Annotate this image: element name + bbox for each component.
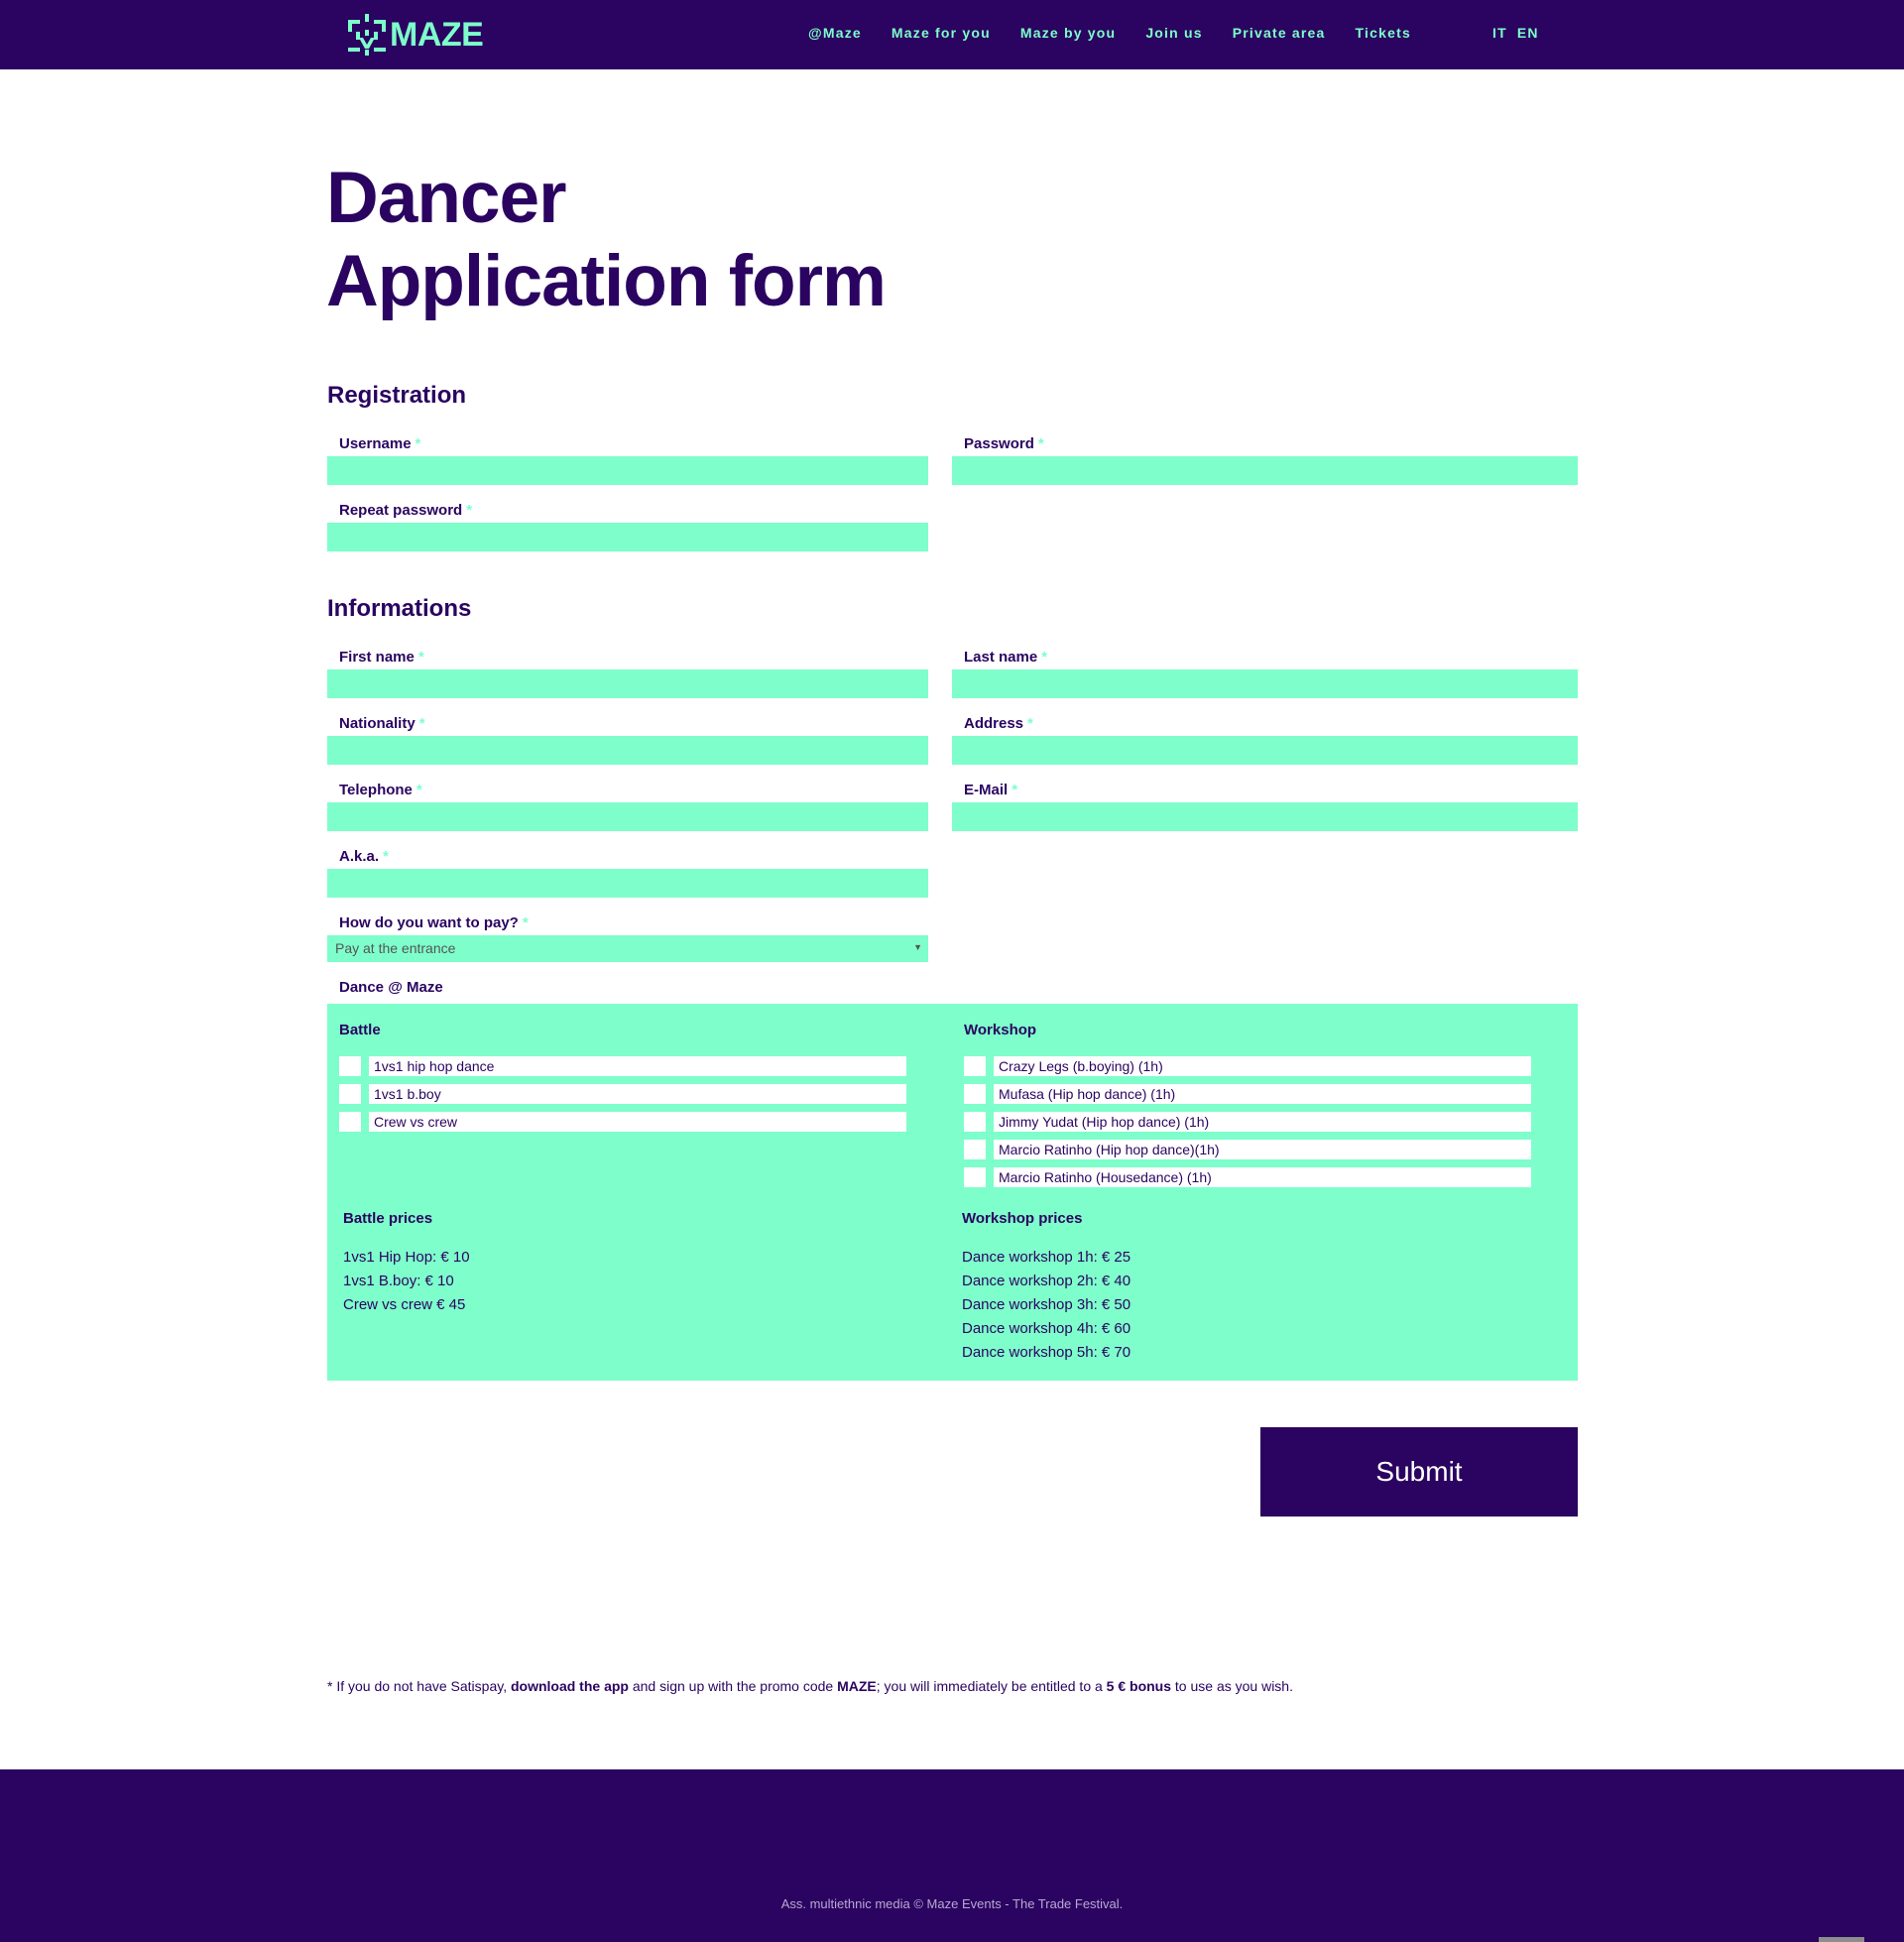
required-mark: * bbox=[522, 914, 529, 931]
required-mark: * bbox=[1027, 715, 1033, 732]
first-name-label bbox=[339, 649, 424, 666]
footer bbox=[0, 1769, 1904, 1942]
workshop-option-label: Mufasa (Hip hop dance) (1h) bbox=[994, 1084, 1531, 1104]
payment-label-text: How do you want to pay? bbox=[339, 914, 519, 931]
repeat-password-label-text: Repeat password bbox=[339, 502, 463, 519]
workshop-option-label: Marcio Ratinho (Hip hop dance)(1h) bbox=[994, 1140, 1531, 1159]
main-nav bbox=[808, 25, 1441, 41]
footnote-text-2: and sign up with the promo code bbox=[628, 1678, 838, 1694]
page-title bbox=[326, 157, 886, 323]
payment-label bbox=[339, 914, 529, 931]
lang-en-link[interactable]: EN bbox=[1516, 25, 1539, 41]
footnote-text-3: ; you will immediately be entitled to a bbox=[876, 1678, 1107, 1694]
required-mark: * bbox=[1041, 649, 1048, 666]
last-name-field[interactable] bbox=[952, 669, 1578, 698]
nav-item-maze-for-you[interactable]: Maze for you bbox=[891, 25, 991, 41]
language-switcher bbox=[1492, 25, 1549, 41]
last-name-label bbox=[964, 649, 1047, 666]
required-mark: * bbox=[416, 782, 422, 798]
promo-code: MAZE bbox=[837, 1678, 877, 1694]
workshop-heading: Workshop bbox=[964, 1022, 1037, 1038]
address-label-text: Address bbox=[964, 715, 1024, 732]
telephone-label-text: Telephone bbox=[339, 782, 413, 798]
footer-copyright: Ass. multiethnic media © Maze Events - The Trade Festival. bbox=[780, 1896, 1124, 1911]
dance-at-maze-label: Dance @ Maze bbox=[339, 979, 443, 996]
repeat-password-label bbox=[339, 502, 472, 519]
workshop-price-line: Dance workshop 2h: € 40 bbox=[962, 1273, 1131, 1289]
maze-logo-icon bbox=[346, 14, 388, 56]
battle-option-label: 1vs1 b.boy bbox=[369, 1084, 906, 1104]
required-mark: * bbox=[466, 502, 473, 519]
battle-heading: Battle bbox=[339, 1022, 381, 1038]
workshop-option-label: Marcio Ratinho (Housedance) (1h) bbox=[994, 1167, 1531, 1187]
battle-prices-heading: Battle prices bbox=[343, 1210, 433, 1227]
lang-it-link[interactable]: IT bbox=[1492, 25, 1507, 41]
aka-label-text: A.k.a. bbox=[339, 848, 380, 865]
password-field[interactable] bbox=[952, 456, 1578, 485]
battle-checkbox[interactable] bbox=[339, 1056, 361, 1076]
workshop-price-line: Dance workshop 3h: € 50 bbox=[962, 1296, 1131, 1313]
workshop-checkbox[interactable] bbox=[964, 1084, 986, 1104]
address-label bbox=[964, 715, 1033, 732]
nationality-label bbox=[339, 715, 425, 732]
workshop-checkbox[interactable] bbox=[964, 1112, 986, 1132]
nav-item-join-us[interactable]: Join us bbox=[1145, 25, 1203, 41]
nationality-label-text: Nationality bbox=[339, 715, 416, 732]
nationality-field[interactable] bbox=[327, 736, 928, 765]
first-name-field[interactable] bbox=[327, 669, 928, 698]
workshop-price-line: Dance workshop 5h: € 70 bbox=[962, 1344, 1131, 1361]
address-field[interactable] bbox=[952, 736, 1578, 765]
chevron-down-icon: ▼ bbox=[913, 942, 922, 952]
email-label bbox=[964, 782, 1017, 798]
required-mark: * bbox=[418, 715, 425, 732]
workshop-prices-heading: Workshop prices bbox=[962, 1210, 1083, 1227]
battle-option-label: Crew vs crew bbox=[369, 1112, 906, 1132]
page-title-line-1: Dancer bbox=[326, 158, 566, 238]
email-field[interactable] bbox=[952, 802, 1578, 831]
battle-price-line: 1vs1 B.boy: € 10 bbox=[343, 1273, 454, 1289]
logo-text: MAZE bbox=[390, 15, 484, 54]
battle-price-line: 1vs1 Hip Hop: € 10 bbox=[343, 1249, 470, 1266]
nav-item-at-maze[interactable]: @Maze bbox=[808, 25, 862, 41]
email-label-text: E-Mail bbox=[964, 782, 1009, 798]
battle-checkbox[interactable] bbox=[339, 1084, 361, 1104]
nav-item-maze-by-you[interactable]: Maze by you bbox=[1019, 25, 1117, 41]
dance-options-panel bbox=[327, 1004, 1578, 1381]
nav-item-private-area[interactable]: Private area bbox=[1232, 25, 1326, 41]
required-mark: * bbox=[415, 435, 421, 452]
submit-button[interactable]: Submit bbox=[1260, 1427, 1578, 1517]
workshop-checkbox[interactable] bbox=[964, 1140, 986, 1159]
aka-field[interactable] bbox=[327, 869, 928, 898]
satispay-footnote bbox=[327, 1678, 1293, 1694]
workshop-price-line: Dance workshop 4h: € 60 bbox=[962, 1320, 1131, 1337]
battle-price-line: Crew vs crew € 45 bbox=[343, 1296, 466, 1313]
payment-select-value: Pay at the entrance bbox=[335, 940, 456, 956]
nav-item-tickets[interactable]: Tickets bbox=[1355, 25, 1411, 41]
username-field[interactable] bbox=[327, 456, 928, 485]
workshop-option-label: Jimmy Yudat (Hip hop dance) (1h) bbox=[994, 1112, 1531, 1132]
footnote-text-1: * If you do not have Satispay, bbox=[327, 1678, 511, 1694]
informations-heading: Informations bbox=[327, 595, 472, 622]
scroll-to-top-button[interactable] bbox=[1819, 1937, 1864, 1942]
username-label-text: Username bbox=[339, 435, 412, 452]
workshop-checkbox[interactable] bbox=[964, 1056, 986, 1076]
telephone-label bbox=[339, 782, 422, 798]
footnote-text-4: to use as you wish. bbox=[1171, 1678, 1293, 1694]
battle-checkbox[interactable] bbox=[339, 1112, 361, 1132]
password-label bbox=[964, 435, 1044, 452]
username-label bbox=[339, 435, 420, 452]
repeat-password-field[interactable] bbox=[327, 523, 928, 551]
workshop-checkbox[interactable] bbox=[964, 1167, 986, 1187]
top-navigation-bar bbox=[0, 0, 1904, 69]
download-app-link[interactable]: download the app bbox=[510, 1678, 629, 1694]
required-mark: * bbox=[383, 848, 389, 865]
battle-option-label: 1vs1 hip hop dance bbox=[369, 1056, 906, 1076]
password-label-text: Password bbox=[964, 435, 1034, 452]
payment-select[interactable] bbox=[327, 935, 928, 962]
workshop-option-label: Crazy Legs (b.boying) (1h) bbox=[994, 1056, 1531, 1076]
first-name-label-text: First name bbox=[339, 649, 415, 666]
page-title-line-2: Application form bbox=[326, 241, 886, 321]
required-mark: * bbox=[1012, 782, 1018, 798]
workshop-price-line: Dance workshop 1h: € 25 bbox=[962, 1249, 1131, 1266]
aka-label bbox=[339, 848, 389, 865]
registration-heading: Registration bbox=[327, 382, 467, 409]
required-mark: * bbox=[1037, 435, 1044, 452]
bonus-text: 5 € bonus bbox=[1106, 1678, 1172, 1694]
required-mark: * bbox=[417, 649, 424, 666]
telephone-field[interactable] bbox=[327, 802, 928, 831]
last-name-label-text: Last name bbox=[964, 649, 1038, 666]
maze-logo[interactable] bbox=[346, 14, 483, 56]
